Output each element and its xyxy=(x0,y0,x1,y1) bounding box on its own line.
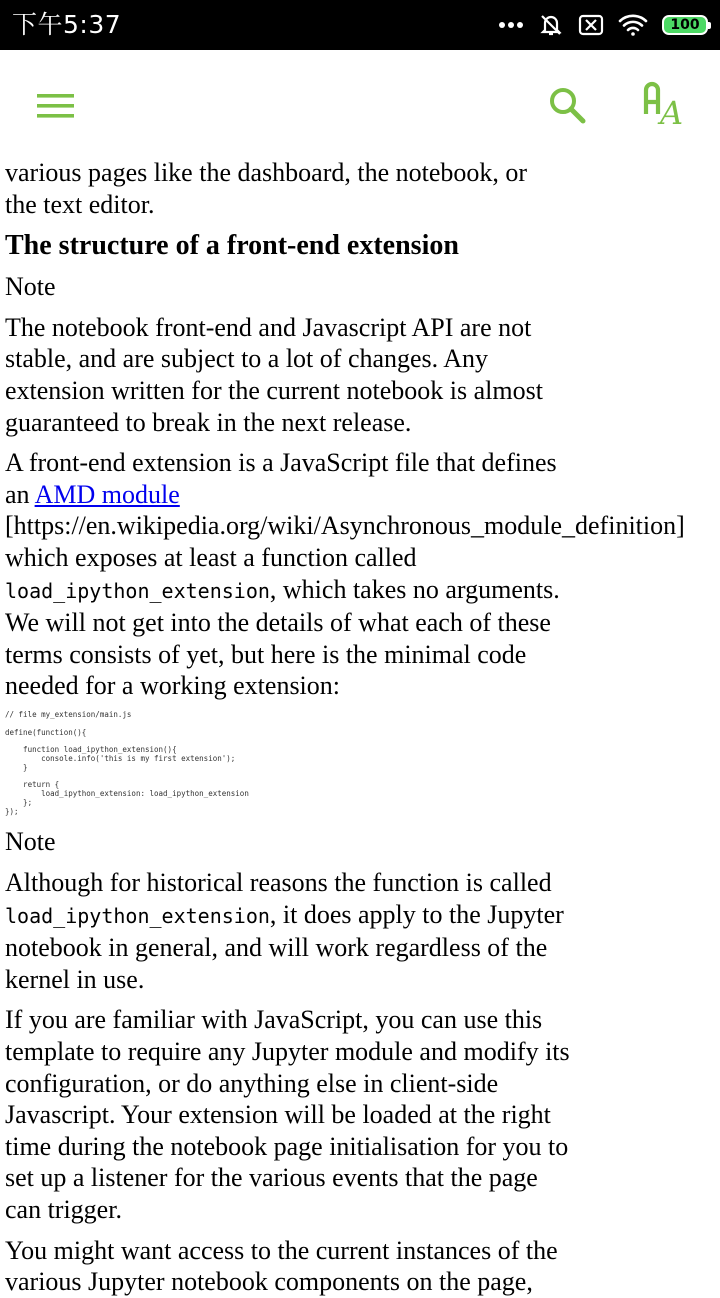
instances-paragraph: You might want access to the current instances of the various Jupyter notebook components on the page, xyxy=(5,1235,558,1297)
note-paragraph: The notebook front-end and Javascript API are not stable, and are subject to a lot of changes. Any extension written for the current notebook is almost guaranteed to break in the next release. xyxy=(5,312,543,437)
note-label-2: Note xyxy=(5,827,56,857)
more-dots-icon xyxy=(498,21,524,29)
status-bar xyxy=(0,0,720,50)
amd-module-url: [https://en.wikipedia.org/wiki/Asynchronous_module_definition] xyxy=(5,511,685,541)
wifi-icon xyxy=(618,13,648,37)
search-icon xyxy=(546,84,590,128)
note-paragraph-2 xyxy=(5,867,575,995)
menu-button[interactable] xyxy=(30,86,82,126)
inline-code: load_ipython_extension xyxy=(5,578,270,603)
code-block: // file my_extension/main.js define(function(){ function load_ipython_extension(){ console.info('this is my first extension'); } return { load_ipython_extension: load_ipython_extension }; }); xyxy=(5,709,249,816)
status-time: 下午5:37 xyxy=(12,10,122,39)
svg-text:A: A xyxy=(660,94,684,132)
app-toolbar xyxy=(0,50,720,160)
hamburger-menu-icon xyxy=(30,86,82,126)
note2-end: , it does apply to the Jupyter notebook in general, and will work regardless of the kernel in use. xyxy=(5,899,564,994)
intro-line-2: the text editor. xyxy=(5,189,155,219)
template-paragraph: If you are familiar with JavaScript, you can use this template to require any Jupyter module and modify its configuration, or do anything else in client-side Javascript. Your extension will be loaded at the right time during the notebook page initialisation for you to set up a listener for the various events that the page can trigger. xyxy=(5,1005,570,1224)
reader-content xyxy=(5,157,720,1297)
search-button[interactable] xyxy=(546,84,590,128)
sim-off-icon xyxy=(578,14,604,36)
amd-module-link[interactable]: AMD module xyxy=(34,479,180,509)
note2-start: Although for historical reasons the function is called xyxy=(5,868,552,898)
intro-paragraph xyxy=(5,157,575,220)
para2-mid: which exposes at least a function called xyxy=(5,542,417,572)
para2-start: A front-end extension is a JavaScript file that defines an xyxy=(5,448,557,509)
note-label: Note xyxy=(5,272,56,302)
para2-end: , which takes no arguments. We will not get into the details of what each of these terms consists of yet, but here is the minimal code needed for a working extension: xyxy=(5,574,560,701)
font-size-button[interactable] xyxy=(640,80,688,130)
intro-line-1: various pages like the dashboard, the notebook, or xyxy=(5,158,528,187)
section-heading: The structure of a front-end extension xyxy=(5,230,459,262)
font-size-icon xyxy=(640,80,688,130)
inline-code-2: load_ipython_extension xyxy=(5,903,270,928)
battery-icon: 100 xyxy=(662,15,708,35)
mute-icon xyxy=(538,12,564,38)
status-icons xyxy=(498,11,708,39)
extension-description-paragraph xyxy=(5,447,720,702)
